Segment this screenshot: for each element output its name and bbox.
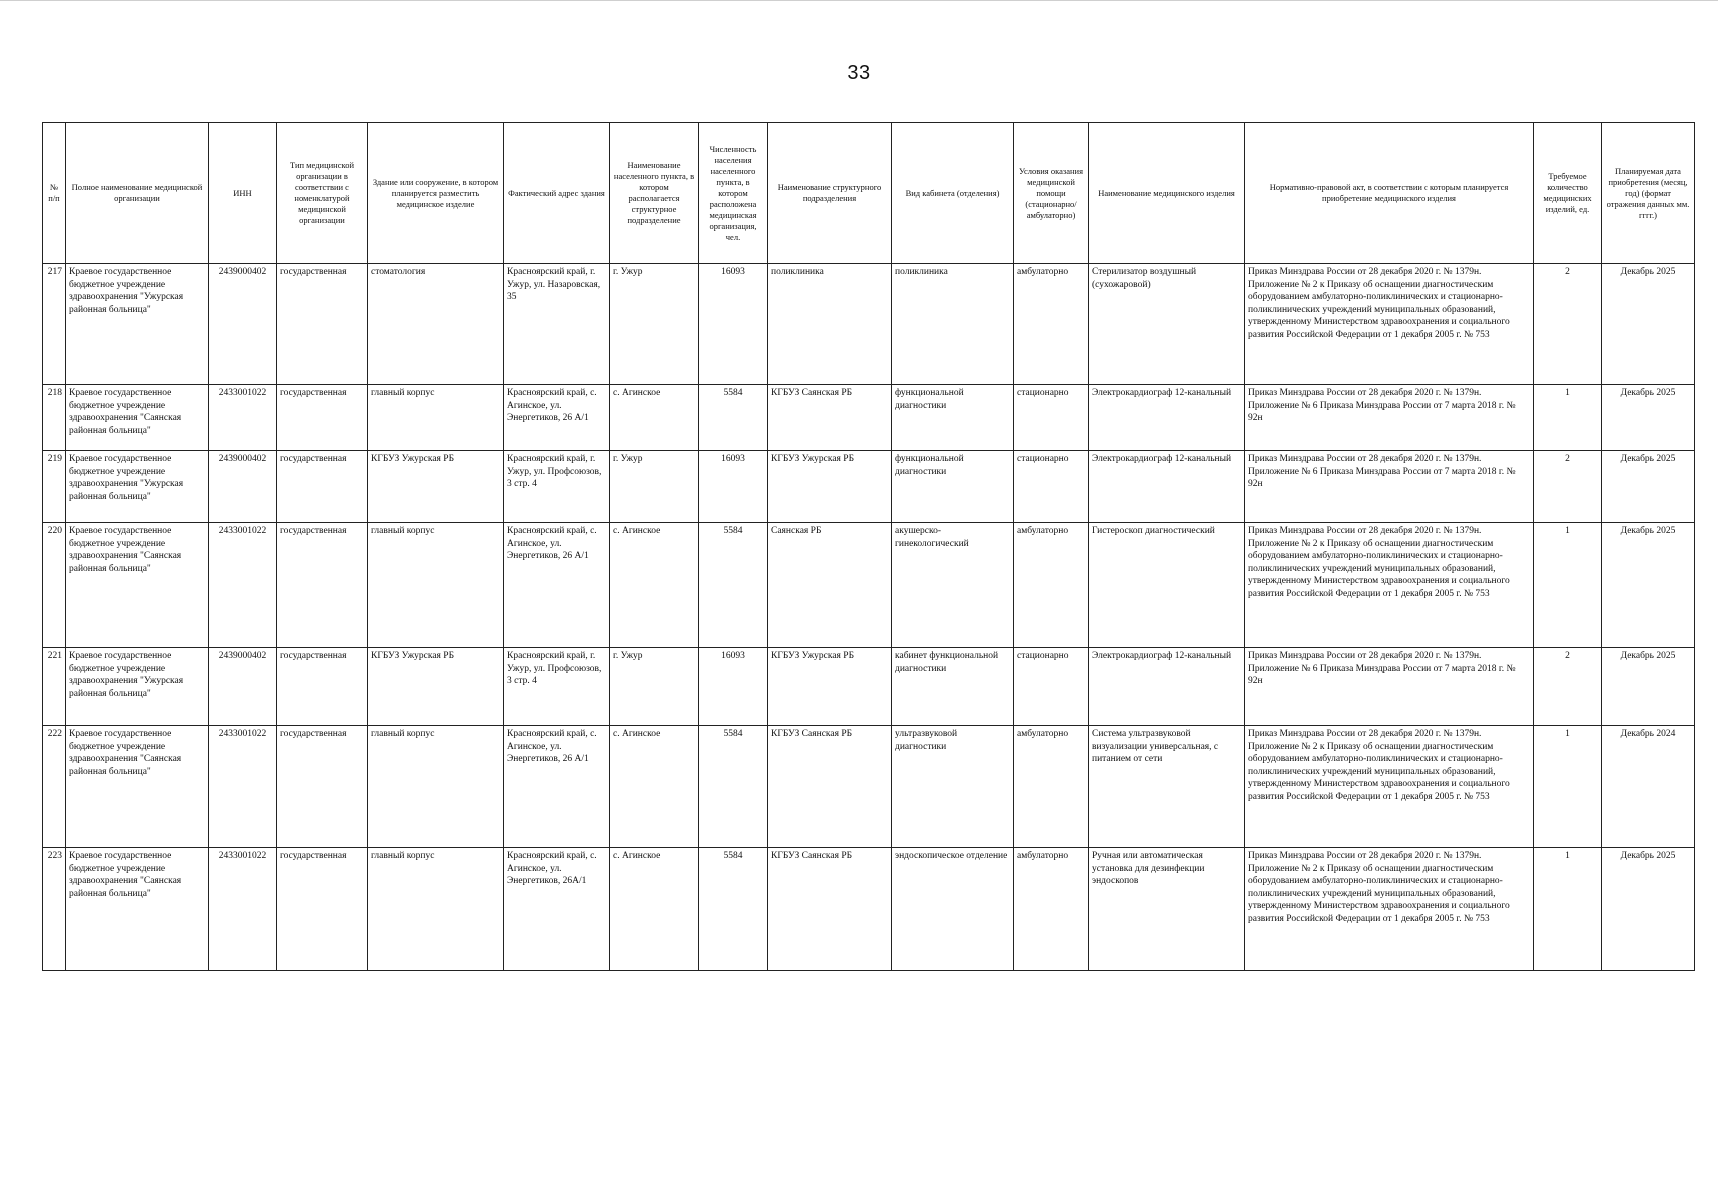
header-row (43, 123, 1695, 264)
row-building: КГБУЗ Ужурская РБ (368, 451, 504, 523)
row-locality: г. Ужур (610, 451, 699, 523)
row-cabinet: эндоскопическое отделение (892, 848, 1014, 971)
row-legal-act: Приказ Минздрава России от 28 декабря 2020 г. № 1379н. Приложение № 6 Приказа Минздрава России от 7 марта 2018 г. № 92н (1245, 385, 1534, 451)
row-legal-act: Приказ Минздрава России от 28 декабря 2020 г. № 1379н. Приложение № 2 к Приказу об оснащении диагностическим оборудованием амбулаторно-поликлинических и стационарно-поликлинических учреждений муниципальных образований, утвержденному Министерством здравоохранения и социального развития Российской Федерации от 1 декабря 2005 г. № 753 (1245, 523, 1534, 648)
table-row (43, 451, 1695, 523)
row-locality: с. Агинское (610, 726, 699, 848)
row-org-type: государственная (277, 264, 368, 385)
row-division: КГБУЗ Ужурская РБ (768, 648, 892, 726)
row-locality: с. Агинское (610, 523, 699, 648)
row-legal-act: Приказ Минздрава России от 28 декабря 2020 г. № 1379н. Приложение № 6 Приказа Минздрава России от 7 марта 2018 г. № 92н (1245, 648, 1534, 726)
table-row (43, 648, 1695, 726)
table-row (43, 848, 1695, 971)
header-cabinet: Вид кабинета (отделения) (892, 123, 1014, 264)
row-cabinet: функциональной диагностики (892, 451, 1014, 523)
row-inn: 2433001022 (209, 726, 277, 848)
row-device: Гистероскоп диагностический (1089, 523, 1245, 648)
row-cabinet: функциональной диагностики (892, 385, 1014, 451)
row-planned-date: Декабрь 2025 (1602, 848, 1695, 971)
header-division: Наименование структурного подразделения (768, 123, 892, 264)
row-quantity: 1 (1534, 848, 1602, 971)
row-building: главный корпус (368, 726, 504, 848)
row-care-conditions: амбулаторно (1014, 726, 1089, 848)
row-address: Красноярский край, г. Ужур, ул. Профсоюзов, 3 стр. 4 (504, 648, 610, 726)
row-quantity: 2 (1534, 451, 1602, 523)
row-population: 5584 (699, 523, 768, 648)
header-inn: ИНН (209, 123, 277, 264)
row-device: Ручная или автоматическая установка для дезинфекции эндоскопов (1089, 848, 1245, 971)
row-care-conditions: стационарно (1014, 648, 1089, 726)
row-address: Красноярский край, с. Агинское, ул. Энергетиков, 26 А/1 (504, 726, 610, 848)
row-org-type: государственная (277, 385, 368, 451)
row-num: 218 (43, 385, 66, 451)
row-num: 219 (43, 451, 66, 523)
row-building: КГБУЗ Ужурская РБ (368, 648, 504, 726)
row-division: поликлиника (768, 264, 892, 385)
row-quantity: 2 (1534, 264, 1602, 385)
row-cabinet: акушерско-гинекологический (892, 523, 1014, 648)
row-division: КГБУЗ Саянская РБ (768, 848, 892, 971)
table-row (43, 726, 1695, 848)
row-division: КГБУЗ Саянская РБ (768, 385, 892, 451)
header-building: Здание или сооружение, в котором планируется разместить медицинское изделие (368, 123, 504, 264)
row-inn: 2439000402 (209, 451, 277, 523)
row-building: главный корпус (368, 523, 504, 648)
header-planned-date: Планируемая дата приобретения (месяц, год) (формат отражения данных мм. гггг.) (1602, 123, 1695, 264)
header-org-type: Тип медицинской организации в соответствии с номенклатурой медицинской организации (277, 123, 368, 264)
row-population: 16093 (699, 451, 768, 523)
row-population: 5584 (699, 726, 768, 848)
row-org-name: Краевое государственное бюджетное учреждение здравоохранения "Саянская районная больница" (66, 848, 209, 971)
row-cabinet: поликлиника (892, 264, 1014, 385)
row-num: 221 (43, 648, 66, 726)
row-org-type: государственная (277, 648, 368, 726)
row-address: Красноярский край, г. Ужур, ул. Назаровская, 35 (504, 264, 610, 385)
header-legal-act: Нормативно-правовой акт, в соответствии с которым планируется приобретение медицинского изделия (1245, 123, 1534, 264)
row-planned-date: Декабрь 2025 (1602, 451, 1695, 523)
row-org-name: Краевое государственное бюджетное учреждение здравоохранения "Саянская районная больница" (66, 523, 209, 648)
row-care-conditions: стационарно (1014, 451, 1089, 523)
row-address: Красноярский край, с. Агинское, ул. Энергетиков, 26 А/1 (504, 523, 610, 648)
row-legal-act: Приказ Минздрава России от 28 декабря 2020 г. № 1379н. Приложение № 2 к Приказу об оснащении диагностическим оборудованием амбулаторно-поликлинических и стационарно-поликлинических учреждений муниципальных образований, утвержденному Министерством здравоохранения и социального развития Российской Федерации от 1 декабря 2005 г. № 753 (1245, 264, 1534, 385)
header-population: Численность населения населенного пункта, в котором расположена медицинская организация, чел. (699, 123, 768, 264)
row-population: 16093 (699, 648, 768, 726)
row-address: Красноярский край, с. Агинское, ул. Энергетиков, 26А/1 (504, 848, 610, 971)
row-division: КГБУЗ Саянская РБ (768, 726, 892, 848)
row-division: Саянская РБ (768, 523, 892, 648)
row-org-name: Краевое государственное бюджетное учреждение здравоохранения "Ужурская районная больница" (66, 451, 209, 523)
row-population: 16093 (699, 264, 768, 385)
row-planned-date: Декабрь 2025 (1602, 385, 1695, 451)
header-care-conditions: Условия оказания медицинской помощи (стационарно/ амбулаторно) (1014, 123, 1089, 264)
table-row (43, 523, 1695, 648)
row-care-conditions: амбулаторно (1014, 264, 1089, 385)
row-locality: с. Агинское (610, 848, 699, 971)
table-row (43, 385, 1695, 451)
row-inn: 2439000402 (209, 648, 277, 726)
page-number: 33 (847, 62, 871, 84)
row-planned-date: Декабрь 2025 (1602, 523, 1695, 648)
row-num: 220 (43, 523, 66, 648)
header-org-name: Полное наименование медицинской организации (66, 123, 209, 264)
row-quantity: 2 (1534, 648, 1602, 726)
row-device: Электрокардиограф 12-канальный (1089, 648, 1245, 726)
equipment-table (42, 122, 1695, 971)
row-division: КГБУЗ Ужурская РБ (768, 451, 892, 523)
row-num: 223 (43, 848, 66, 971)
header-quantity: Требуемое количество медицинских изделий, ед. (1534, 123, 1602, 264)
row-quantity: 1 (1534, 523, 1602, 648)
row-org-name: Краевое государственное бюджетное учреждение здравоохранения "Саянская районная больница" (66, 726, 209, 848)
row-device: Система ультразвуковой визуализации универсальная, с питанием от сети (1089, 726, 1245, 848)
row-quantity: 1 (1534, 385, 1602, 451)
row-address: Красноярский край, г. Ужур, ул. Профсоюзов, 3 стр. 4 (504, 451, 610, 523)
table-row (43, 264, 1695, 385)
header-device: Наименование медицинского изделия (1089, 123, 1245, 264)
row-quantity: 1 (1534, 726, 1602, 848)
row-building: главный корпус (368, 848, 504, 971)
row-planned-date: Декабрь 2025 (1602, 648, 1695, 726)
row-population: 5584 (699, 848, 768, 971)
row-inn: 2433001022 (209, 848, 277, 971)
row-inn: 2439000402 (209, 264, 277, 385)
row-org-type: государственная (277, 451, 368, 523)
row-building: стоматология (368, 264, 504, 385)
row-org-type: государственная (277, 523, 368, 648)
row-org-name: Краевое государственное бюджетное учреждение здравоохранения "Саянская районная больница" (66, 385, 209, 451)
row-cabinet: ультразвуковой диагностики (892, 726, 1014, 848)
row-org-type: государственная (277, 848, 368, 971)
row-org-name: Краевое государственное бюджетное учреждение здравоохранения "Ужурская районная больница" (66, 264, 209, 385)
row-num: 217 (43, 264, 66, 385)
row-locality: с. Агинское (610, 385, 699, 451)
row-cabinet: кабинет функциональной диагностики (892, 648, 1014, 726)
row-population: 5584 (699, 385, 768, 451)
row-legal-act: Приказ Минздрава России от 28 декабря 2020 г. № 1379н. Приложение № 2 к Приказу об оснащении диагностическим оборудованием амбулаторно-поликлинических и стационарно-поликлинических учреждений муниципальных образований, утвержденному Министерством здравоохранения и социального развития Российской Федерации от 1 декабря 2005 г. № 753 (1245, 726, 1534, 848)
header-num: № п/п (43, 123, 66, 264)
row-care-conditions: амбулаторно (1014, 848, 1089, 971)
row-legal-act: Приказ Минздрава России от 28 декабря 2020 г. № 1379н. Приложение № 2 к Приказу об оснащении диагностическим оборудованием амбулаторно-поликлинических и стационарно-поликлинических учреждений муниципальных образований, утвержденному Министерством здравоохранения и социального развития Российской Федерации от 1 декабря 2005 г. № 753 (1245, 848, 1534, 971)
row-org-name: Краевое государственное бюджетное учреждение здравоохранения "Ужурская районная больница" (66, 648, 209, 726)
row-inn: 2433001022 (209, 523, 277, 648)
header-address: Фактический адрес здания (504, 123, 610, 264)
row-care-conditions: стационарно (1014, 385, 1089, 451)
row-address: Красноярский край, с. Агинское, ул. Энергетиков, 26 А/1 (504, 385, 610, 451)
row-inn: 2433001022 (209, 385, 277, 451)
row-building: главный корпус (368, 385, 504, 451)
row-planned-date: Декабрь 2024 (1602, 726, 1695, 848)
row-locality: г. Ужур (610, 264, 699, 385)
row-care-conditions: амбулаторно (1014, 523, 1089, 648)
row-device: Электрокардиограф 12-канальный (1089, 385, 1245, 451)
row-num: 222 (43, 726, 66, 848)
row-org-type: государственная (277, 726, 368, 848)
header-locality: Наименование населенного пункта, в котором располагается структурное подразделение (610, 123, 699, 264)
row-locality: г. Ужур (610, 648, 699, 726)
scan-edge-line (0, 0, 1718, 1)
row-legal-act: Приказ Минздрава России от 28 декабря 2020 г. № 1379н. Приложение № 6 Приказа Минздрава России от 7 марта 2018 г. № 92н (1245, 451, 1534, 523)
row-planned-date: Декабрь 2025 (1602, 264, 1695, 385)
row-device: Стерилизатор воздушный (сухожаровой) (1089, 264, 1245, 385)
row-device: Электрокардиограф 12-канальный (1089, 451, 1245, 523)
